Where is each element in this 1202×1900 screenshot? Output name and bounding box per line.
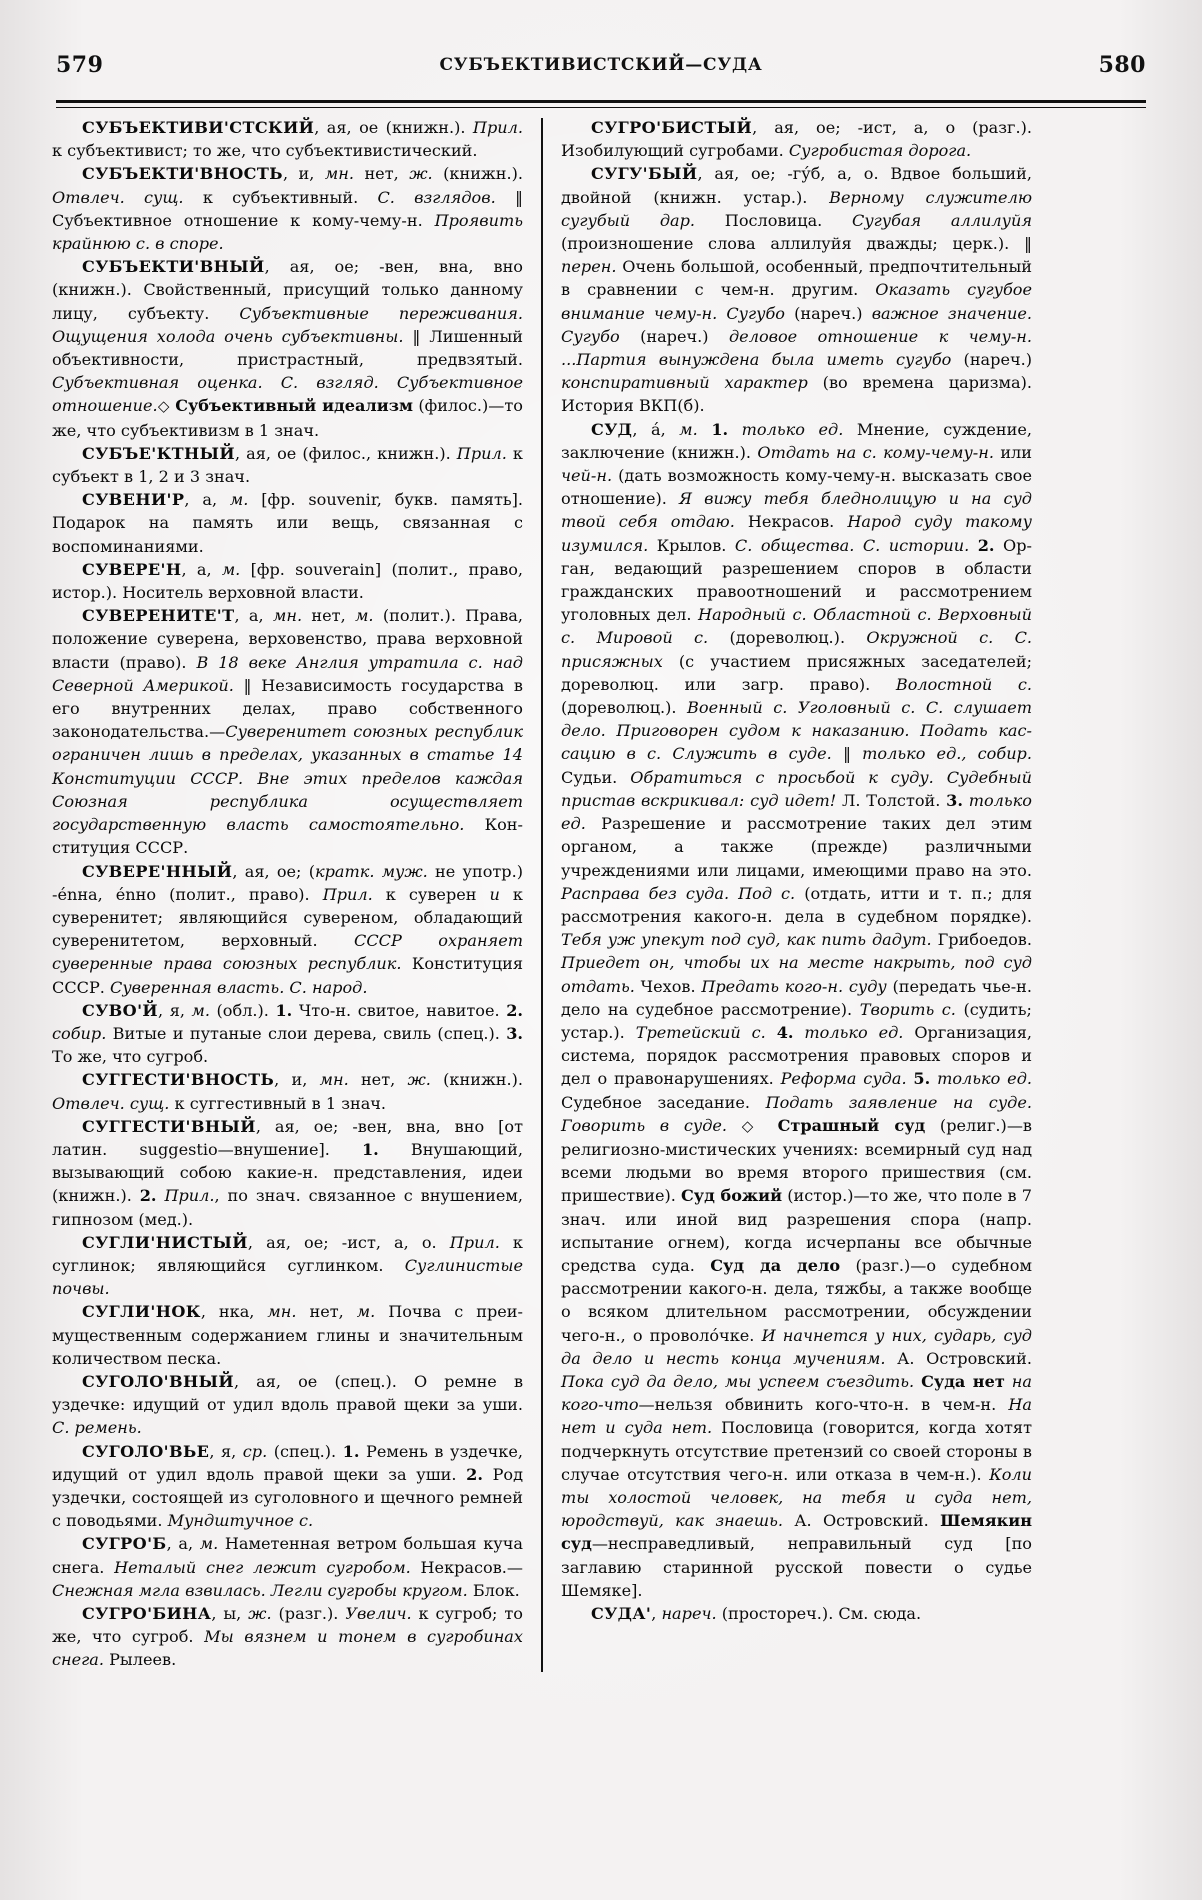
dictionary-entry: СУГОЛО'ВНЫЙ, ая, ое (спец.). О ремне в уздечке: идущий от удил вдоль правой щеки за уши. С. ремень. [52,1371,523,1438]
dictionary-entry: СУБЪЕКТИ'ВНЫЙ, ая, ое; -вен, вна, вно (книжн.). Свойственный, присущий только данному лицу, субъекту. Субъективные переживания. Ощущения холода очень субъективны. ‖ Лишенный объективности, пристрастный, предвзятый. Субъективная оценка. С. взгляд. Субъективное отношение.◇ Субъективный идеализм (филос.)—то же, что субъективизм в 1 знач. [52,257,523,440]
dictionary-entry: СУГЛИ'НОК, нка, мн. нет, м. Почва с преимущественным содержанием глины и значительным количеством песка. [52,1302,523,1368]
page-content-area [52,0,1150,1900]
folio-right: 580 [1098,52,1146,78]
dictionary-entry: СУБЪЕКТИВИ'СТСКИЙ, ая, ое (книжн.). Прил. к субъективист; то же, что субъективистический. [52,118,523,161]
header-rule-thin [56,107,1146,108]
dictionary-entry: СУГРО'БИСТЫЙ, ая, ое; -ист, а, о (разг.). Изобилующий сугробами. Сугробистая дорога. [561,118,1032,161]
dictionary-entry: СУДА', нареч. (простореч.). См. сюда. [591,1604,922,1623]
dictionary-entry: СУВЕРЕ'Н, а, м. [фр. souverain] (полит., право, истор.). Носитель верховной власти. [52,559,523,603]
dictionary-entry: СУБЪЕКТИ'ВНОСТЬ, и, мн. нет, ж. (книжн.). Отвлеч. сущ. к субъективный. С. взглядов. ‖ Субъективное отношение к кому-чему-н. Проявить крайнюю с. в споре. [52,164,524,254]
header-rule-thick [56,100,1146,103]
dictionary-entry: СУВЕРЕ'ННЫЙ, ая, ое; (кратк. муж. не употр.) -énна, énно (полит., право). Прил. к суверен и к суверенитет; являющийся сувереном, обладающий суверенитетом, верховный. СССР охраняет суверенные права союзных республик. Конституция СССР. Суверенная власть. С. народ. [52,861,524,997]
text-columns [52,116,1150,1672]
dictionary-entry: СУВО'Й, я, м. (обл.). 1. Что-н. свитое, навитое. 2. собир. Витые и путаные слои дерева, свиль (спец.). 3. То же, что сугроб. [52,1000,523,1067]
dictionary-entry: СУГОЛО'ВЬЕ, я, ср. (спец.). 1. Ремень в уздечке, идущий от удил вдоль правой щеки за уши. 2. Род уздечки, состоящей из суголовного и щечного ремней с поводьями. Мундштучное с. [52,1441,524,1531]
dictionary-entry: СУГГЕСТИ'ВНЫЙ, ая, ое; -вен, вна, вно [от латин. suggestio—внушение]. 1. Внушающий, вызывающий собою какие-н. представления, идеи (книжн.). 2. Прил., по знач. связанное с внушением, гипнозом (мед.). [52,1116,523,1229]
dictionary-entry: СУГУ'БЫЙ, ая, ое; -гу́б, а, о. Вдвое больший, двойной (книжн. устар.). Верному служителю сугубый дар. Пословица. Сугубая аллилуйя (произношение слова аллилуйя дважды; церк.). ‖ перен. Очень большой, особенный, предпочтительный в сравнении с чем-н. другим. Оказать сугубое внимание чему-н. Сугубо (нареч.) важное значение. Сугубо (нареч.) деловое отношение к чему-н. ...Партия вынуждена была иметь сугубо (нареч.) конспиративный характер (во времена царизма). История ВКП(б). [561,164,1033,416]
dictionary-entry: СУГГЕСТИ'ВНОСТЬ, и, мн. нет, ж. (книжн.). Отвлеч. сущ. к суггестивный в 1 знач. [52,1070,523,1113]
dictionary-entry: СУВЕРЕНИТЕ'Т, а, мн. нет, м. (полит.). Права, положение суверена, верховенство, права верховной власти (право). В 18 веке Англия утратила с. над Северной Америкой. ‖ Независимость государства в его внутренних делах, право собственного законодательства.—Суверенитет союзных республик ограничен лишь в пределах, указанных в статье 14 Конституции СССР. Вне этих пределов каждая Союзная республика осуществляет государственную власть самостоятельно. Конституция СССР. [52,606,524,858]
running-head [52,52,1150,82]
dictionary-entry: СУГРО'БИНА, ы, ж. (разг.). Увелич. к сугроб; то же, что сугроб. Мы вязнем и тонем в сугробинах снега. Рылеев. [52,1604,523,1670]
dictionary-entry: СУВЕНИ'Р, а, м. [фр. souvenir, букв. память]. Подарок на память или вещь, связанная с воспоминаниями. [52,490,524,556]
dictionary-entry: СУД, á, м. 1. только ед. Мнение, суждение, заключение (книжн.). Отдать на с. кому-чему-н. или чей-н. (дать возможность кому-чему-н. высказать свое отношение). Я вижу тебя бледнолицую и на суд твой себя отдаю. Некрасов. Народ суду такому изумился. Крылов. С. общества. С. истории. 2. Орган, ведающий разрешением споров в области гражданских правоотношений и рассмотрением уголовных дел. Народный с. Областной с. Верховный с. Мировой с. (дореволюц.). Окружной с. С. присяжных (с участием присяжных заседателей; дореволюц. или загр. право). Волостной с. (дореволюц.). Военный с. Уголовный с. С. слушает дело. Приговорен судом к наказанию. Подать кассацию в с. Служить в суде. ‖ только ед., собир. Судьи. Обратиться с просьбой к суду. Судебный пристав вскрикивал: суд идет! Л. Толстой. 3. только ед. Разрешение и рассмотрение таких дел этим органом, а также (прежде) различными учреждениями или лицами, имеющими право на это. Расправа без суда. Под с. (отдать, итти и т. п.; для рассмотрения какого-н. дела в судебном порядке). Тебя уж упекут под суд, как пить дадут. Грибоедов. Приедет он, чтобы их на месте накрыть, под суд отдать. Чехов. Предать кого-н. суду (передать чье-н. дело на судебное рассмотрение). Творить с. (судить; устар.). Третейский с. 4. только ед. Организация, система, порядок рассмотрения правовых споров и дел о правонарушениях. Реформа суда. 5. только ед. Судебное заседание. Подать заявление на суде. Говорить в суде. ◇ Страшный суд (религ.)—в религиозно-мистических учениях: всемирный суд над всеми людьми во время второго пришествия (см. пришествие). Суд божий (истор.)—то же, что поле в 7 знач. или иной вид разрешения спора (напр. испытание огнем), когда исчерпаны все обычные средства суда. Суд да дело (разг.)—о судебном рассмотрении какого-н. дела, тяжбы, а также вообще о всяком длительном рассмотрении, обсуждении чего-н., о проволо́чке. И начнется у них, сударь, суд да дело и несть конца мучениям. А. Островский. Пока суд да дело, мы успеем съездить. Суда нет на кого-что—нельзя обвинить кого-что-н. в чем-н. На нет и суда нет. Пословица (говорится, когда хотят подчеркнуть отсутствие претензий со своей стороны в случае отсутствия чего-н. или отказа в чем-н.). Коли ты холостой человек, на тебя и суда нет, юродствуй, как знаешь. А. Островский. Шемякин суд—несправедливый, неправильный суд [по заглавию старинной русской повести о судье Шемяке]. [561,419,1033,1600]
column-left [52,116,541,1672]
dictionary-entry: СУГЛИ'НИСТЫЙ, ая, ое; -ист, а, о. Прил. к суглинок; являющийся суглинком. Суглинистые почвы. [52,1232,523,1299]
folio-left: 579 [56,52,104,78]
column-right [543,116,1032,1672]
dictionary-entry: СУГРО'Б, а, м. Наметенная ветром большая куча снега. Неталый снег лежит сугробом. Некрасов.—Снежная мгла взвилась. Легли сугробы кругом. Блок. [52,1534,523,1600]
dictionary-entry: СУБЪЕ'КТНЫЙ, ая, ое (филос., книжн.). Прил. к субъект в 1, 2 и 3 знач. [52,443,523,487]
running-head-title: СУБЪЕКТИВИСТСКИЙ—СУДА [439,55,763,75]
